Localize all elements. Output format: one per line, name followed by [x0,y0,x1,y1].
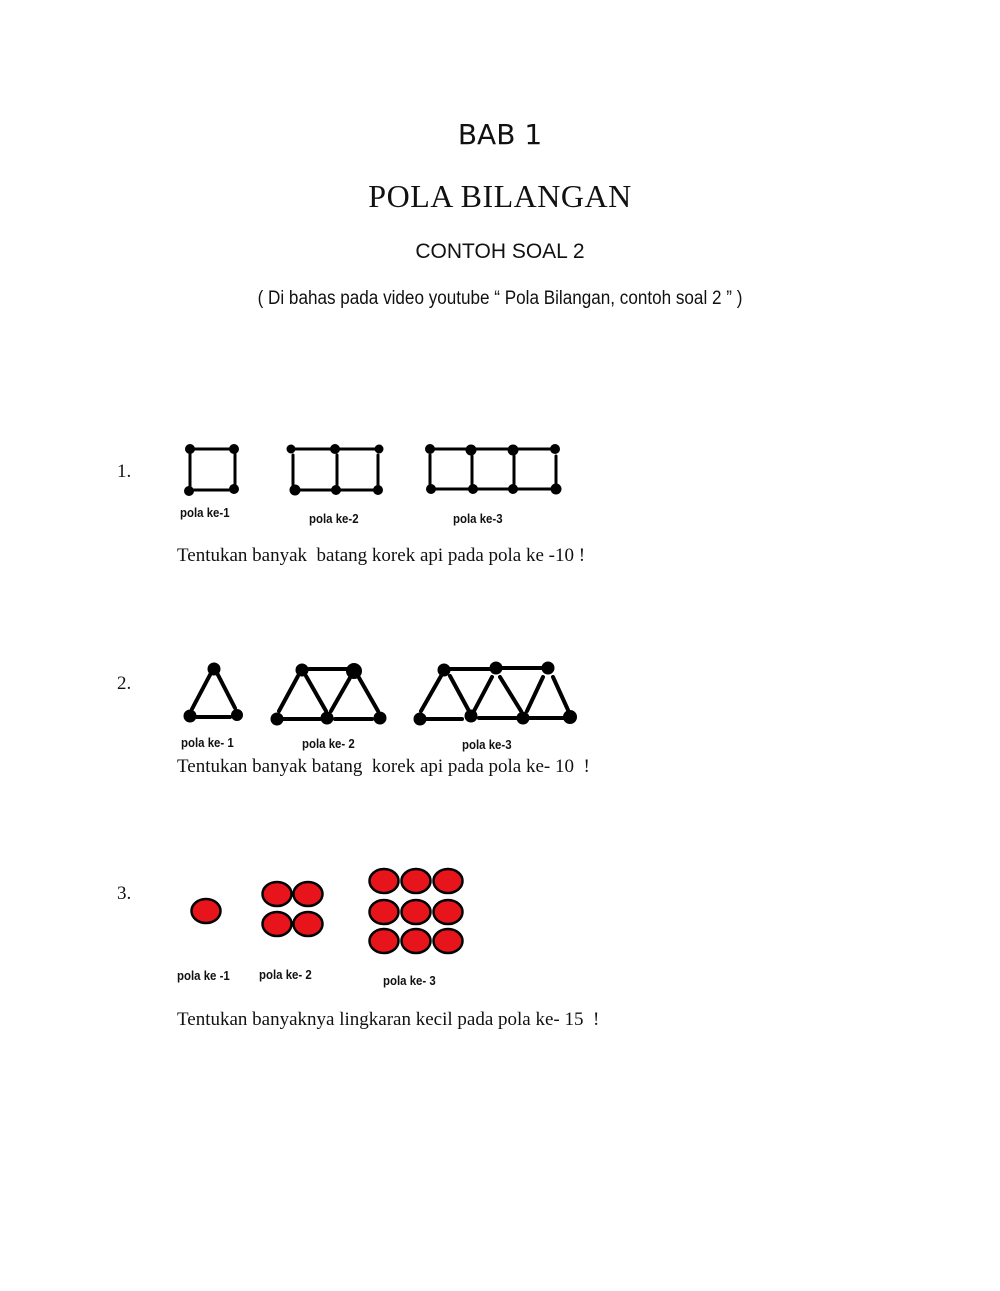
question-2-label-3: pola ke-3 [462,737,512,752]
question-3-text: Tentukan banyaknya lingkaran kecil pada pola ke- 15 ! [177,1009,600,1030]
question-3-label-3: pola ke- 3 [383,973,436,988]
circle-pattern-3 [370,869,463,953]
question-2-number: 2. [117,673,132,694]
section-subtitle: CONTOH SOAL 2 [415,240,585,263]
question-1-label-2: pola ke-2 [309,511,359,526]
question-1-label-1: pola ke-1 [180,505,230,520]
page-title: POLA BILANGAN [368,178,632,214]
chapter-title: BAB 1 [457,118,543,151]
question-1-number: 1. [117,461,132,482]
video-note: ( Di bahas pada video youtube “ Pola Bilangan, contoh soal 2 ” ) [257,288,743,309]
circle-pattern-2 [263,882,323,936]
circle-pattern-1 [192,899,221,923]
question-1-text: Tentukan banyak batang korek api pada pola ke -10 ! [177,545,586,566]
question-2-label-1: pola ke- 1 [181,735,234,750]
question-2-label-2: pola ke- 2 [302,736,355,751]
question-3-label-2: pola ke- 2 [259,967,312,982]
question-1-label-3: pola ke-3 [453,511,503,526]
question-2-text: Tentukan banyak batang korek api pada pola ke- 10 ! [177,756,590,777]
question-3-label-1: pola ke -1 [177,968,230,983]
question-3-number: 3. [117,883,132,904]
